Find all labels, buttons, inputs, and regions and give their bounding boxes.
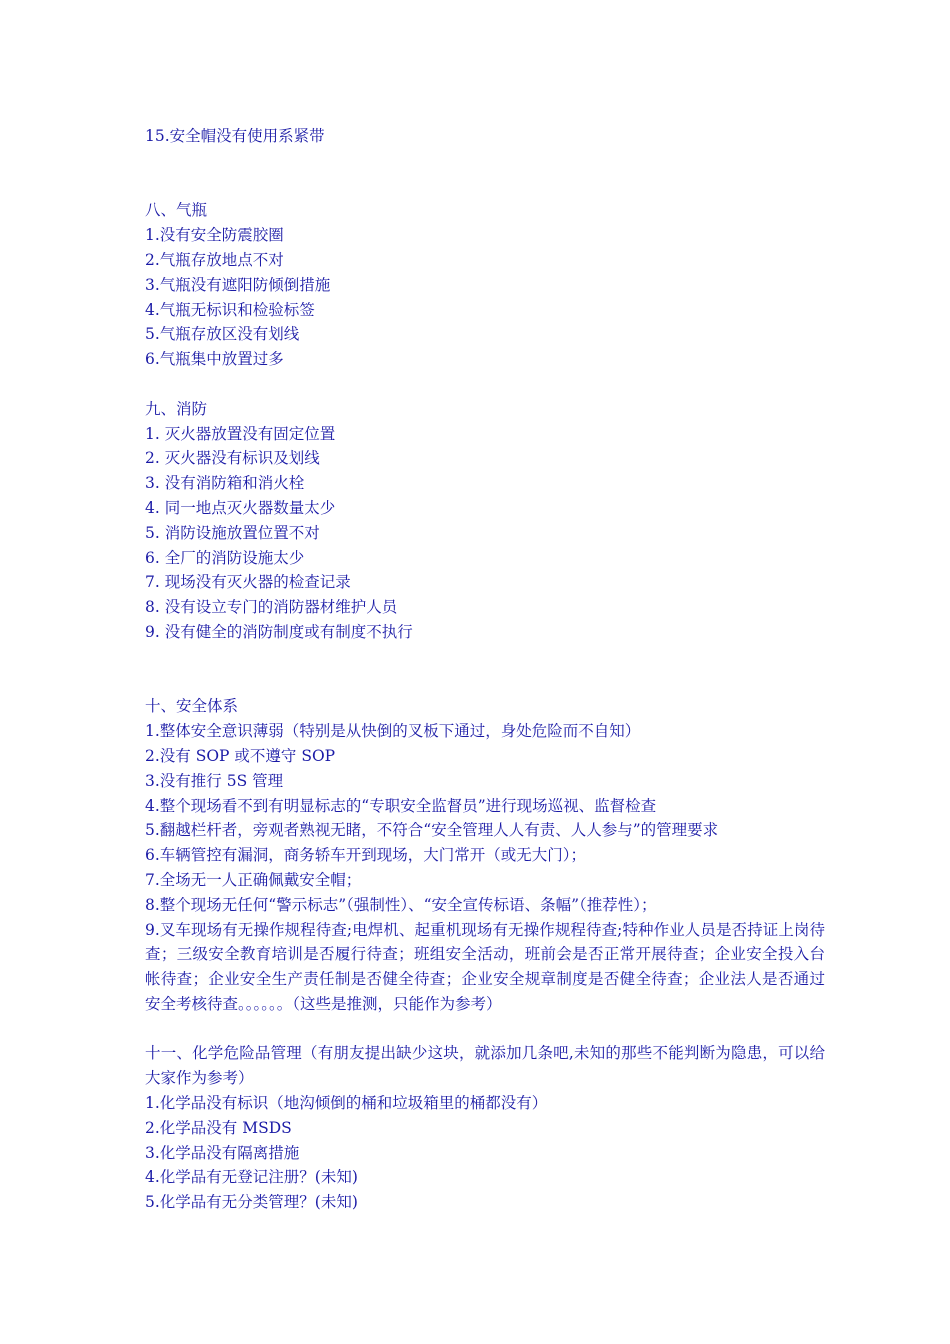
list-item: 8. 没有设立专门的消防器材维护人员 [145,598,398,617]
list-item: 9. 没有健全的消防制度或有制度不执行 [145,622,413,641]
spacer [145,1017,825,1042]
section-safety-system [145,694,825,1016]
list-item: 2.气瓶存放地点不对 [145,250,284,269]
list-item: 6. 全厂的消防设施太少 [145,548,305,567]
list-item: 3.化学品没有隔离措施 [145,1143,300,1162]
list-item: 6.车辆管控有漏洞，商务轿车开到现场，大门常开（或无大门）； [145,846,587,865]
list-item: 1.整体安全意识薄弱（特别是从快倒的叉板下通过，身处危险而不自知） [145,722,641,741]
section-title: 十一、化学危险品管理（有朋友提出缺少这块，就添加几条吧,未知的那些不能判断为隐患，可以给大家作为参考） [145,1044,825,1088]
spacer [145,149,825,199]
list-item: 3.气瓶没有遮阳防倾倒措施 [145,275,331,294]
list-item: 3.没有推行 5S 管理 [145,771,284,790]
item-15-helmet-strap: 15.安全帽没有使用系紧带 [145,127,325,145]
list-item-paragraph: 9.叉车现场有无操作规程待查;电焊机、起重机现场有无操作规程待查;特种作业人员是否持证上岗待查；三级安全教育培训是否履行待查；班组安全活动，班前会是否正常开展待查；企业安全投入台帐待查；企业安全生产责任制是否健全待查；企业安全规章制度是否健全待查；企业法人是否通过安全考核待查。。。。。。（这些是推测，只能作为参考） [145,920,825,1013]
section-fire-protection [145,397,825,645]
spacer [145,372,825,397]
document-page [145,124,825,1215]
list-item: 2.没有 SOP 或不遵守 SOP [145,746,336,765]
list-item: 4. 同一地点灭火器数量太少 [145,498,336,517]
list-item: 5.气瓶存放区没有划线 [145,325,300,344]
section-hazardous-chemicals [145,1041,825,1215]
list-item: 8.整个现场无任何“警示标志”（强制性）、“安全宣传标语、条幅”（推荐性）； [145,895,657,914]
list-item: 4.气瓶无标识和检验标签 [145,300,315,319]
section-title: 八、气瓶 [145,201,208,220]
list-item: 2. 灭火器没有标识及划线 [145,449,320,468]
list-item: 5. 消防设施放置位置不对 [145,523,320,542]
section-title: 十、安全体系 [145,697,239,716]
list-item: 1. 灭火器放置没有固定位置 [145,424,336,443]
spacer [145,645,825,695]
list-item: 1.没有安全防震胶圈 [145,226,284,245]
list-item: 7.全场无一人正确佩戴安全帽； [145,870,362,889]
list-item: 4.化学品有无登记注册？(未知) [145,1168,358,1187]
section-gas-cylinders [145,198,825,372]
list-item: 6.气瓶集中放置过多 [145,350,284,369]
list-item: 2.化学品没有 MSDS [145,1118,292,1137]
list-item: 5.化学品有无分类管理？(未知) [145,1193,358,1212]
list-item: 4.整个现场看不到有明显标志的“专职安全监督员”进行现场巡视、监督检查 [145,796,657,815]
list-item: 1.化学品没有标识（地沟倾倒的桶和垃圾箱里的桶都没有） [145,1094,548,1113]
list-item: 7. 现场没有灭火器的检查记录 [145,573,351,592]
list-item: 5.翻越栏杆者，旁观者熟视无睹，不符合“安全管理人人有责、人人参与”的管理要求 [145,821,719,840]
list-item: 3. 没有消防箱和消火栓 [145,474,305,493]
section-title: 九、消防 [145,399,208,418]
